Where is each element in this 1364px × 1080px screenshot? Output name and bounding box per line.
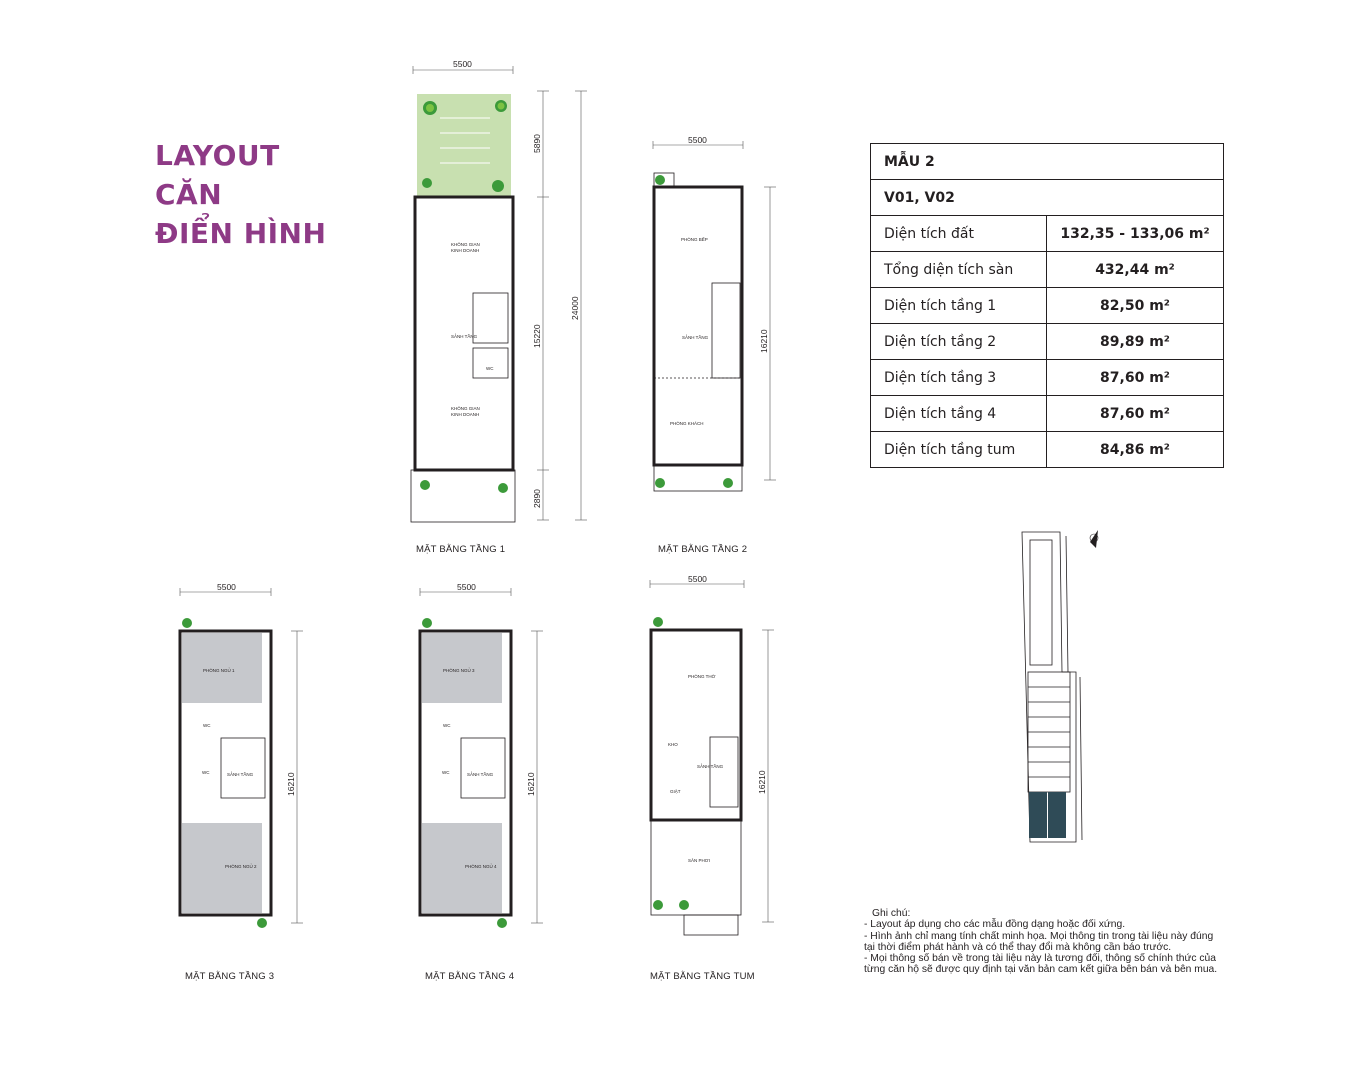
floor2-dim-width: 5500 [688, 135, 707, 145]
title-line-3: ĐIỂN HÌNH [155, 217, 327, 250]
floor4-room-bed3: PHÒNG NGỦ 3 [443, 668, 475, 673]
row-label: Diện tích tầng 4 [871, 396, 1047, 432]
site-key-plan [1010, 522, 1120, 852]
row-label: Diện tích tầng tum [871, 432, 1047, 468]
row-value: 82,50 m² [1047, 288, 1224, 324]
area-spec-table [870, 143, 1224, 468]
notes-heading: Ghi chú: [872, 908, 911, 919]
floor4-room-bed4: PHÒNG NGỦ 4 [465, 864, 497, 869]
floor1-room-lobby: SẢNH TẦNG [451, 334, 478, 339]
floor4-room-lobby: SẢNH TẦNG [467, 772, 494, 777]
table-row [871, 144, 1224, 180]
floor1-dim-middle: 15220 [532, 324, 542, 348]
tum-room-worship: PHÒNG THỜ [688, 674, 716, 679]
floor1-dim-width: 5500 [453, 59, 472, 69]
title-line-2: CĂN [155, 178, 223, 211]
tum-dim-height: 16210 [757, 770, 767, 794]
note-line: - Mọi thông số bán về trong tài liệu này là tương đối, thông số chính thức của [864, 953, 1216, 965]
note-line: - Layout áp dụng cho các mẫu đồng dạng hoặc đối xứng. [864, 919, 1126, 931]
row-label: Diện tích đất [871, 216, 1047, 252]
page-title [155, 136, 326, 253]
floor2-room-lobby: SẢNH TẦNG [682, 335, 709, 340]
tum-dim-width: 5500 [688, 574, 707, 584]
floor2-room-kitchen: PHÒNG BẾP [681, 237, 708, 242]
floor1-room-business-2b: KINH DOANH [451, 412, 480, 417]
floor-plan-1 [395, 58, 595, 533]
floor3-dim-width: 5500 [217, 582, 236, 592]
row-value: 89,89 m² [1047, 324, 1224, 360]
floor-plan-2 [640, 135, 780, 500]
table-row [871, 396, 1224, 432]
floor4-dim-width: 5500 [457, 582, 476, 592]
row-value: 132,35 - 133,06 m² [1047, 216, 1224, 252]
floor4-caption: MẶT BẰNG TẦNG 4 [425, 971, 515, 982]
title-line-1: LAYOUT [155, 139, 280, 172]
floor1-room-wc: WC [486, 366, 494, 371]
floor-plan-4 [405, 578, 550, 938]
floor3-room-bed1: PHÒNG NGỦ 1 [203, 668, 235, 673]
tum-room-lobby: SẢNH TẦNG [697, 764, 724, 769]
row-label: Tổng diện tích sàn [871, 252, 1047, 288]
row-value: 84,86 m² [1047, 432, 1224, 468]
table-row [871, 180, 1224, 216]
floor3-caption: MẶT BẰNG TẦNG 3 [185, 971, 275, 982]
floor3-room-lobby: SẢNH TẦNG [227, 772, 254, 777]
tum-caption: MẶT BẰNG TẦNG TUM [650, 971, 755, 982]
note-line: từng căn hộ sẽ được quy định tại văn bản cam kết giữa bên bán và bên mua. [864, 964, 1218, 976]
floor4-dim-height: 16210 [526, 772, 536, 796]
floor2-dim-height: 16210 [759, 329, 769, 353]
north-arrow-icon [1090, 530, 1098, 548]
tum-room-drying: SÂN PHƠI [688, 858, 710, 863]
table-row [871, 324, 1224, 360]
notes-block [864, 908, 1217, 976]
table-row [871, 252, 1224, 288]
floor3-room-wc1: WC [203, 723, 211, 728]
floor4-room-wc2: WC [442, 770, 450, 775]
unit-highlight [1048, 792, 1066, 838]
note-line: tại thời điểm phát hành và có thể thay đổi mà không cần báo trước. [864, 941, 1172, 953]
row-label: Diện tích tầng 3 [871, 360, 1047, 396]
row-value: 432,44 m² [1047, 252, 1224, 288]
floor2-room-living: PHÒNG KHÁCH [670, 421, 704, 426]
model-name: MẪU 2 [871, 144, 1224, 180]
floor4-room-wc1: WC [443, 723, 451, 728]
note-line: - Hình ảnh chỉ mang tính chất minh họa. Mọi thông tin trong tài liệu này đúng [864, 930, 1214, 942]
floor1-dim-total: 24000 [570, 296, 580, 320]
floor1-room-business-1a: KHÔNG GIAN [451, 242, 480, 247]
unit-codes: V01, V02 [871, 180, 1224, 216]
floor2-caption: MẶT BẰNG TẦNG 2 [658, 544, 748, 555]
floor3-room-bed2: PHÒNG NGỦ 2 [225, 864, 257, 869]
floor3-dim-height: 16210 [286, 772, 296, 796]
floor1-dim-garden: 5890 [532, 134, 542, 153]
floor3-room-wc2: WC [202, 770, 210, 775]
table-row [871, 216, 1224, 252]
row-value: 87,60 m² [1047, 360, 1224, 396]
floor-plan-tum [638, 572, 783, 942]
row-value: 87,60 m² [1047, 396, 1224, 432]
table-row [871, 432, 1224, 468]
row-label: Diện tích tầng 2 [871, 324, 1047, 360]
floor1-dim-front: 2890 [532, 489, 542, 508]
tum-room-storage: KHO [668, 742, 678, 747]
unit-highlight [1029, 792, 1047, 838]
tum-room-laundry: GIẶT [670, 789, 681, 794]
floor-plan-3 [165, 578, 310, 938]
table-row [871, 360, 1224, 396]
floor1-room-business-2a: KHÔNG GIAN [451, 406, 480, 411]
row-label: Diện tích tầng 1 [871, 288, 1047, 324]
floor1-caption: MẶT BẰNG TẦNG 1 [416, 544, 506, 555]
table-row [871, 288, 1224, 324]
floor1-room-business-1b: KINH DOANH [451, 248, 480, 253]
